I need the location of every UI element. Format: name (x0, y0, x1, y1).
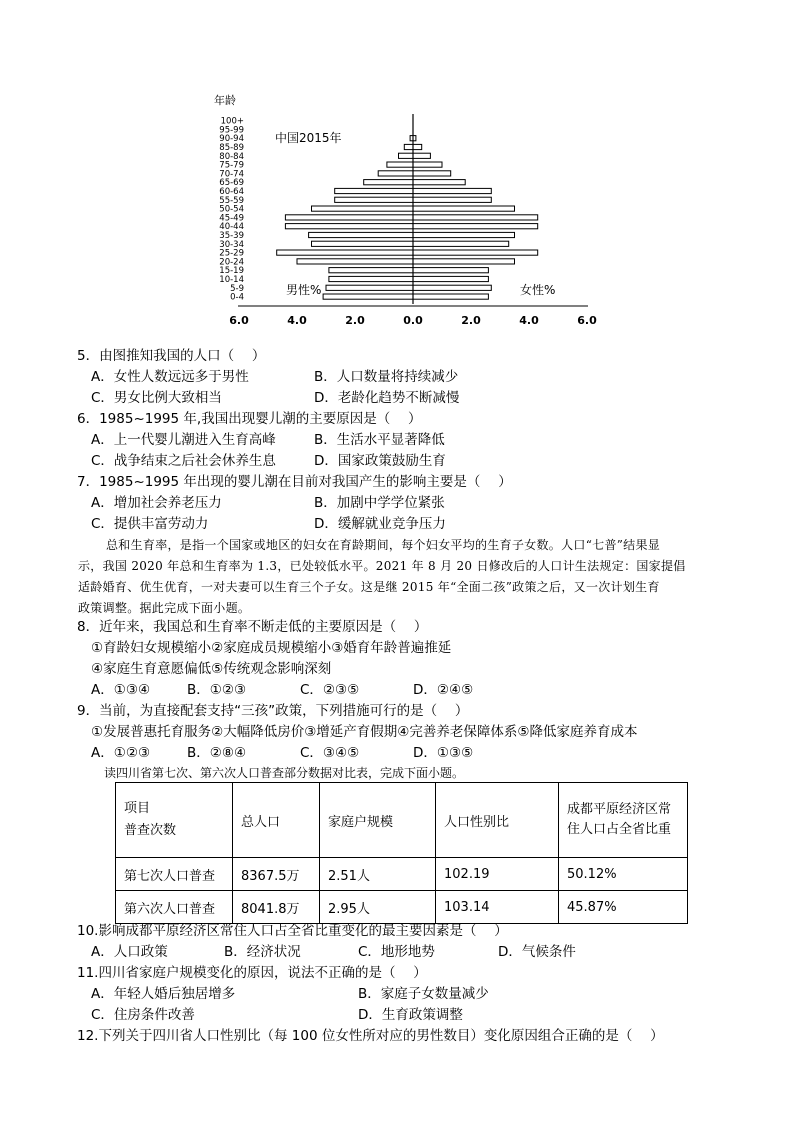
q11-stem: 11.四川省家庭户规模变化的原因，说法不正确的是（ ） (77, 965, 427, 981)
x-tick-labels (229, 314, 597, 327)
age-label-85-89: 85-89 (219, 143, 244, 153)
q6-option-a[interactable]: A．上一代婴儿潮进入生育高峰 (91, 432, 276, 448)
q9-option-a[interactable]: A．①②③ (91, 745, 151, 761)
q10-stem: 10.影响成都平原经济区常住人口占全省比重变化的最主要因素是（ ） (77, 923, 508, 939)
row-name: 第六次人口普查 (116, 891, 233, 924)
age-label-25-29: 25-29 (219, 248, 244, 259)
male-bar-60-64 (335, 188, 413, 193)
row-household: 2.51人 (320, 858, 436, 891)
table-row (116, 858, 688, 891)
age-label-20-24: 20-24 (219, 257, 244, 268)
female-bar-65-69 (413, 180, 465, 185)
age-labels (219, 117, 244, 303)
row-total: 8367.5万 (233, 858, 320, 891)
table-header-row (116, 783, 688, 858)
q7-option-c[interactable]: C．提供丰富劳动力 (91, 516, 209, 532)
q9-stem: 9．当前，为直接配套支持“三孩”政策，下列措施可行的是（ ） (77, 703, 469, 719)
row-household: 2.95人 (320, 891, 436, 924)
female-bar-30-34 (413, 241, 509, 246)
chart-ylabel: 年龄 (214, 94, 236, 107)
male-bar-10-14 (329, 276, 413, 281)
male-bar-65-69 (364, 180, 413, 185)
female-bar-40-44 (413, 224, 538, 229)
female-bar-25-29 (413, 250, 538, 255)
age-label-100+: 100+ (220, 116, 244, 127)
age-label-70-74: 70-74 (219, 169, 244, 180)
q8-option-b[interactable]: B．①②③ (187, 682, 247, 698)
x-tick-label: 6.0 (577, 314, 597, 327)
age-label-45-49: 45-49 (219, 213, 244, 224)
header-count: 普查次数 (124, 823, 177, 838)
q9-items-1: ①发展普惠托育服务②大幅降低房价③增延产育假期④完善养老保障体系⑤降低家庭养育成本 (91, 724, 638, 740)
x-tick-label: 2.0 (461, 314, 481, 327)
age-label-50-54: 50-54 (219, 204, 244, 215)
age-label-30-34: 30-34 (219, 239, 244, 250)
age-label-95-99: 95-99 (219, 125, 244, 136)
female-bar-75-79 (413, 162, 442, 167)
female-bar-85-89 (413, 144, 422, 149)
x-tick-label: 0.0 (403, 314, 423, 327)
male-bar-20-24 (297, 259, 413, 264)
age-label-5-9: 5-9 (230, 283, 244, 294)
q10-option-c[interactable]: C．地形地势 (358, 944, 435, 960)
q10-option-d[interactable]: D．气候条件 (498, 944, 576, 960)
q5-option-c[interactable]: C．男女比例大致相当 (91, 390, 222, 406)
male-bar-35-39 (309, 232, 413, 237)
q8-items-1: ①育龄妇女规模缩小②家庭成员规模缩小③婚育年龄普遍推延 (91, 640, 452, 656)
bars-group (277, 136, 538, 300)
age-label-40-44: 40-44 (219, 222, 244, 233)
age-label-60-64: 60-64 (219, 187, 244, 197)
header-item-cell (116, 783, 233, 858)
age-label-10-14: 10-14 (219, 275, 244, 285)
male-label: 男性% (286, 283, 322, 297)
passage-line-1: 总和生育率，是指一个国家或地区的妇女在育龄期间，每个妇女平均的生育子女数。人口“七普”结果显 (106, 538, 661, 552)
female-bar-5-9 (413, 285, 491, 290)
row-share: 50.12% (559, 858, 688, 891)
male-bar-30-34 (312, 241, 414, 246)
q11-option-a[interactable]: A．年轻人婚后独居增多 (91, 986, 236, 1002)
x-tick-label: 4.0 (287, 314, 307, 327)
male-bar-40-44 (285, 224, 413, 229)
fertility-passage (78, 535, 733, 619)
male-bar-15-19 (329, 268, 413, 273)
age-label-55-59: 55-59 (219, 195, 244, 206)
header-share-2: 住人口占全省比重 (567, 822, 672, 837)
q6-option-d[interactable]: D．国家政策鼓励生育 (314, 453, 446, 469)
q9-option-c[interactable]: C．③④⑤ (300, 745, 360, 761)
q9-option-b[interactable]: B．②⑧④ (187, 745, 247, 761)
q11-option-b[interactable]: B．家庭子女数量减少 (358, 986, 489, 1002)
row-share: 45.87% (559, 891, 688, 924)
q11-option-c[interactable]: C．住房条件改善 (91, 1007, 195, 1023)
x-tick-label: 2.0 (345, 314, 365, 327)
male-bar-80-84 (399, 153, 414, 158)
female-bar-70-74 (413, 171, 451, 176)
header-ratio: 人口性别比 (436, 783, 559, 858)
female-label: 女性% (520, 283, 556, 297)
passage-line-2: 示，我国 2020 年总和生育率为 1.3，已处较低水平。2021 年 8 月 20 日修改后的人口计生法规定：国家提倡 (78, 559, 686, 573)
q8-stem: 8．近年来，我国总和生育率不断走低的主要原因是（ ） (77, 619, 428, 635)
passage-line-3: 适龄婚育、优生优育，一对夫妻可以生育三个子女。这是继 2015 年“全面二孩”政策之后，又一次计划生育 (78, 580, 660, 594)
header-share-cell (559, 783, 688, 858)
passage-line-4: 政策调整。据此完成下面小题。 (78, 601, 251, 615)
table-intro: 读四川省第七次、第六次人口普查部分数据对比表，完成下面小题。 (104, 766, 465, 780)
age-label-75-79: 75-79 (219, 160, 244, 171)
row-total: 8041.8万 (233, 891, 320, 924)
population-pyramid-chart (200, 88, 610, 330)
q7-option-b[interactable]: B．加剧中学学位紧张 (314, 495, 445, 511)
chart-title: 中国2015年 (275, 131, 342, 145)
q8-option-a[interactable]: A．①③④ (91, 682, 151, 698)
x-tick-label: 6.0 (229, 314, 249, 327)
q7-stem: 7．1985~1995 年出现的婴儿潮在目前对我国产生的影响主要是（ ） (77, 474, 512, 490)
q7-option-d[interactable]: D．缓解就业竞争压力 (314, 516, 446, 532)
age-label-0-4: 0-4 (230, 292, 244, 303)
q12-stem: 12.下列关于四川省人口性别比（每 100 位女性所对应的男性数目）变化原因组合正确的是（ ） (77, 1028, 664, 1044)
q10-option-b[interactable]: B．经济状况 (224, 944, 301, 960)
male-bar-45-49 (285, 215, 413, 220)
age-label-15-19: 15-19 (219, 266, 244, 277)
female-bar-10-14 (413, 276, 488, 281)
row-name: 第七次人口普查 (116, 858, 233, 891)
q5-option-b[interactable]: B．人口数量将持续减少 (314, 369, 459, 385)
header-item: 项目 (124, 801, 151, 816)
q9-option-d[interactable]: D．①③⑤ (413, 745, 474, 761)
female-bar-0-4 (413, 294, 488, 299)
q7-option-a[interactable]: A．增加社会养老压力 (91, 495, 222, 511)
census-table (115, 782, 688, 924)
female-bar-45-49 (413, 215, 538, 220)
female-bar-55-59 (413, 197, 491, 202)
male-bar-5-9 (326, 285, 413, 290)
q5-stem: 5．由图推知我国的人口（ ） (77, 348, 266, 364)
row-ratio: 103.14 (436, 891, 559, 924)
x-tick-label: 4.0 (519, 314, 539, 327)
female-bar-15-19 (413, 268, 488, 273)
q6-option-c[interactable]: C．战争结束之后社会休养生息 (91, 453, 276, 469)
header-household: 家庭户规模 (320, 783, 436, 858)
q5-option-a[interactable]: A．女性人数远远多于男性 (91, 369, 249, 385)
q8-option-d[interactable]: D．②④⑤ (413, 682, 474, 698)
q10-option-a[interactable]: A．人口政策 (91, 944, 168, 960)
q11-option-d[interactable]: D．生育政策调整 (358, 1007, 463, 1023)
header-total: 总人口 (233, 783, 320, 858)
q8-items-2: ④家庭生育意愿偏低⑤传统观念影响深刻 (91, 661, 332, 677)
female-bar-60-64 (413, 188, 491, 193)
male-bar-85-89 (404, 144, 413, 149)
female-bar-35-39 (413, 232, 515, 237)
age-label-80-84: 80-84 (219, 151, 244, 162)
male-bar-55-59 (335, 197, 413, 202)
male-bar-0-4 (323, 294, 413, 299)
age-label-90-94: 90-94 (219, 134, 244, 145)
age-label-65-69: 65-69 (219, 178, 244, 189)
male-bar-50-54 (312, 206, 414, 211)
header-share-1: 成都平原经济区常 (567, 802, 672, 817)
table-row (116, 891, 688, 924)
female-bar-20-24 (413, 259, 515, 264)
q5-option-d[interactable]: D．老龄化趋势不断减慢 (314, 390, 460, 406)
male-bar-70-74 (378, 171, 413, 176)
male-bar-75-79 (387, 162, 413, 167)
row-ratio: 102.19 (436, 858, 559, 891)
age-label-35-39: 35-39 (219, 231, 244, 241)
female-bar-50-54 (413, 206, 515, 211)
q8-option-c[interactable]: C．②③⑤ (300, 682, 360, 698)
q6-option-b[interactable]: B．生活水平显著降低 (314, 432, 445, 448)
male-bar-25-29 (277, 250, 413, 255)
q6-stem: 6．1985~1995 年,我国出现婴儿潮的主要原因是（ ） (77, 411, 422, 427)
female-bar-80-84 (413, 153, 430, 158)
